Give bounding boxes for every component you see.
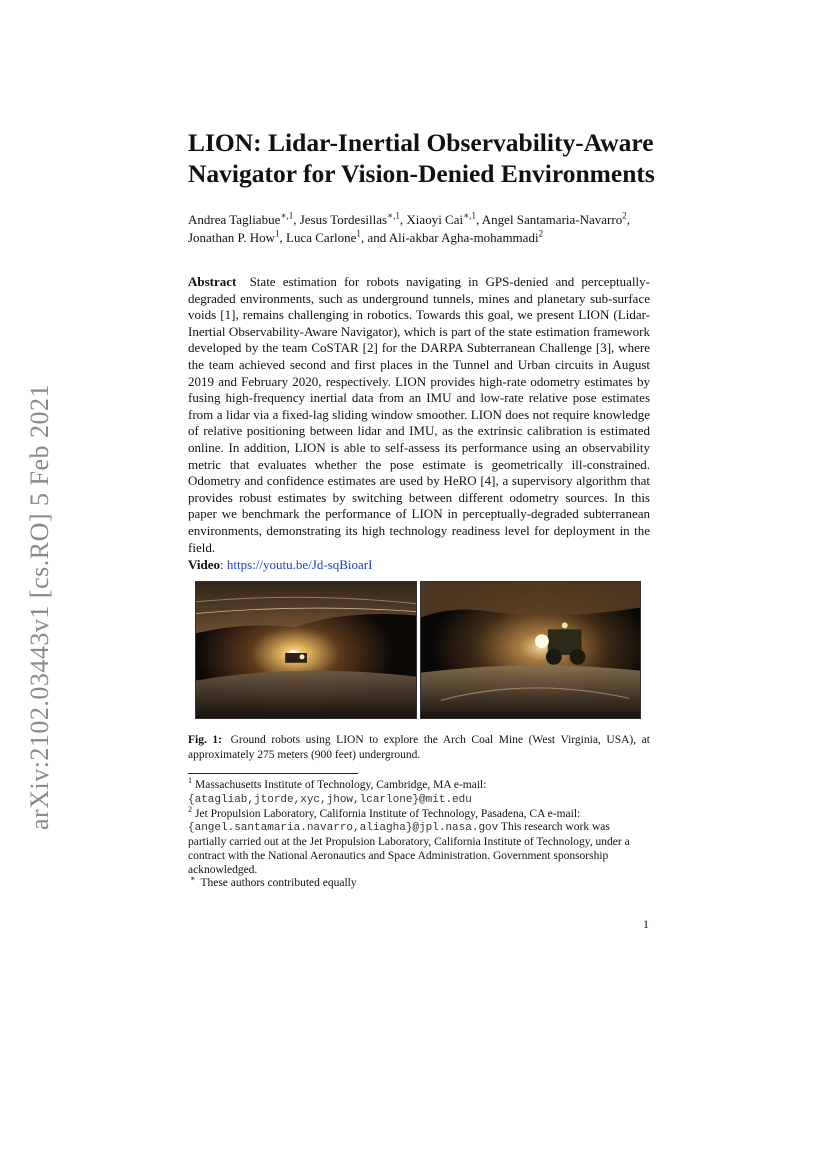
abstract bbox=[188, 274, 650, 556]
abstract-text: State estimation for robots navigating in GPS-denied and perceptually-degraded environments, such as underground tunnels, mines and planetary sub-surface voids [1], remains challenging in robotics. Towards this goal, we present LION (Lidar-Inertial Observability-Aware Navigator), which is part of the state estimation framework developed by the team CoSTAR [2] for the DARPA Subterranean Challenge [3], where the team achieved second and first places in the Tunnel and Urban circuits in August 2019 and February 2020, respectively. LION provides high-rate odometry estimates by fusing high-frequency inertial data from an IMU and low-rate relative pose estimates from a lidar via a fixed-lag sliding window smoother. LION does not require knowledge of relative positioning between lidar and IMU, as the extrinsic calibration is estimated online. In addition, LION is able to self-assess its performance using an observability metric that evaluates whether the pose estimate is geometrically ill-constrained. Odometry and confidence estimates are used by HeRO [4], a supervisory algorithm that provides robust estimates by switching between different odometry sources. In this paper we benchmark the performance of LION in perceptually-degraded subterranean environments, demonstrating its high technology readiness level for deployment in the field. bbox=[188, 274, 650, 555]
video-label: Video bbox=[188, 557, 221, 572]
footnote-1-marker: 1 bbox=[188, 776, 192, 786]
footnote-2 bbox=[188, 804, 650, 878]
author-name: Luca Carlone bbox=[286, 230, 357, 245]
figure-photo-right bbox=[420, 581, 641, 719]
author-affiliation: ∗,1 bbox=[280, 210, 294, 221]
mine-tunnel-photo-left bbox=[196, 582, 416, 718]
footnote-2-email: {angel.santamaria.navarro,aliagha}@jpl.nasa.gov bbox=[188, 822, 499, 835]
arxiv-sidebar bbox=[22, 368, 58, 846]
author-affiliation: 2 bbox=[538, 228, 544, 239]
author-affiliation: 1 bbox=[275, 228, 280, 239]
footnote-1 bbox=[188, 776, 650, 808]
author-affiliation: ∗,1 bbox=[387, 210, 400, 221]
paper-title: LION: Lidar-Inertial Observability-Aware Navigator for Vision-Denied Environments bbox=[188, 128, 655, 188]
abstract-label: Abstract bbox=[188, 274, 237, 289]
footnote-2-marker: 2 bbox=[188, 804, 192, 814]
author-entry bbox=[188, 230, 280, 245]
author-affiliation: ∗,1 bbox=[463, 210, 476, 221]
video-line: Video: https://youtu.be/Jd-sqBioarI bbox=[188, 557, 373, 572]
figure-label: Fig. 1: bbox=[188, 734, 223, 746]
equal-contribution-marker: ∗ bbox=[190, 874, 196, 883]
author-entry bbox=[389, 230, 543, 245]
footnote-1-text: Massachusetts Institute of Technology, Cambridge, MA e-mail: bbox=[195, 779, 487, 791]
footnote-2-text: Jet Propulsion Laboratory, California Institute of Technology, Pasadena, CA e-mail: bbox=[195, 807, 581, 820]
footnotes bbox=[188, 776, 650, 878]
author-entry bbox=[482, 212, 627, 227]
figure-photo-left bbox=[195, 581, 417, 719]
author-name: Ali-akbar Agha-mohammadi bbox=[388, 230, 539, 245]
author-affiliation: 2 bbox=[622, 210, 627, 221]
footnote-divider bbox=[188, 773, 358, 774]
author-entry bbox=[300, 212, 400, 227]
author-name: Xiaoyi Cai bbox=[406, 212, 464, 227]
author-name: Jesus Tordesillas bbox=[299, 212, 388, 227]
author-list: Andrea Tagliabue$^{∗,1}$, Jesus Tordesillas$^{∗,1}$, Xiaoyi Cai$^{∗,1}$, Angel Santamaria-Navarro$^2$, Jonathan P. How$^1$, Luca Carlone$^1$, and Ali-akbar Agha-mohammadi$^2$ bbox=[188, 210, 630, 245]
equal-contribution-note bbox=[190, 872, 357, 890]
video-link[interactable]: https://youtu.be/Jd-sqBioarI bbox=[226, 557, 373, 572]
figure-caption-text: Ground robots using LION to explore the Arch Coal Mine (West Virginia, USA), at approximately 275 meters (900 feet) underground. bbox=[188, 734, 650, 761]
page-number: 1 bbox=[643, 917, 649, 931]
author-name: Jonathan P. How bbox=[188, 230, 276, 245]
arxiv-identifier: arXiv:2102.03443v1 [cs.RO] 5 Feb 2021 bbox=[25, 383, 54, 831]
author-name: Angel Santamaria-Navarro bbox=[481, 212, 623, 227]
mine-tunnel-photo-right bbox=[421, 582, 640, 718]
equal-contribution-text: These authors contributed equally bbox=[200, 876, 357, 889]
footnote-1-email: {atagliab,jtorde,xyc,jhow,lcarlone}@mit.edu bbox=[188, 793, 472, 806]
author-affiliation: 1 bbox=[356, 228, 361, 239]
author-entry bbox=[188, 212, 293, 227]
figure-caption bbox=[188, 733, 650, 762]
author-name: Andrea Tagliabue bbox=[188, 212, 281, 227]
author-entry bbox=[406, 212, 476, 227]
author-entry bbox=[286, 230, 361, 245]
footnote-2-text-after: This research work was partially carried out at the Jet Propulsion Laboratory, California Institute of Technology, under a contract with the National Aeronautics and Space Administration. Government sponsorship acknowledged. bbox=[188, 821, 630, 876]
